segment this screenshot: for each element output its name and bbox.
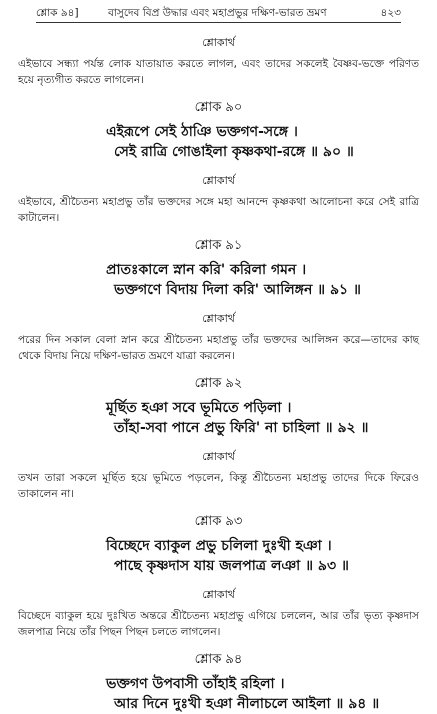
running-header: [18, 0, 419, 24]
section-verse-92: [18, 374, 419, 502]
verse-line: এইরূপে সেই ঠাঞি ভক্তগণ-সঙ্গে ।: [106, 124, 298, 140]
section-verse-94: [18, 650, 419, 714]
section-verse-91: [18, 236, 419, 364]
header-verse-range: শ্লোক ৯৪]: [36, 7, 79, 19]
section-translation-89: [18, 34, 419, 88]
translation-text: এইভাবে, শ্রীচৈতন্য মহাপ্রভু তাঁর ভক্তদের সঙ্গে মহা আনন্দে কৃষ্ণকথা আলোচনা করে সেই রাত্রি কাটালেন।: [18, 196, 419, 224]
verse-line: প্রাতঃকালে স্নান করি' করিলা গমন ।: [106, 262, 307, 278]
verse-line: বিচ্ছেদে ব্যাকুল প্রভু চলিলা দুঃখী হঞা ।: [106, 538, 332, 554]
translation-heading: শ্লোকার্থ: [202, 174, 235, 187]
page-number: ৪২৩: [380, 7, 401, 19]
section-verse-90: [18, 98, 419, 226]
verse-line: সেই রাত্রি গোঙাইলা কৃষ্ণকথা-রঙ্গে ॥ ৯০ ॥: [114, 144, 354, 160]
translation-heading: শ্লোকার্থ: [202, 312, 235, 325]
verse-line: আর দিনে দুঃখী হঞা নীলাচলে আইলা ॥ ৯৪ ॥: [114, 696, 380, 712]
translation-text: এইভাবে সন্ধ্যা পর্যন্ত লোক যাতায়াত করতে লাগল, এবং তাদের সকলেই বৈষ্ণব-ভক্তে পরিণত হয়ে নৃত্যগীত করতে লাগলেন।: [18, 58, 419, 86]
verse-number: শ্লোক ৯৩: [194, 514, 243, 529]
translation-heading: শ্লোকার্থ: [202, 450, 235, 463]
header-chapter-title: বাসুদেব বিপ্র উদ্ধার এবং মহাপ্রভুর দক্ষিণ-ভারত ভ্রমণ: [108, 7, 327, 19]
verse-number: শ্লোক ৯২: [194, 376, 243, 391]
translation-text: বিচ্ছেদে ব্যাকুল হয়ে দুঃখিত অন্তরে শ্রীচৈতন্য মহাপ্রভু এগিয়ে চললেন, আর তাঁর ভৃত্য কৃষ্ণদাস জলপাত্র নিয়ে তাঁর পিছন পিছন চলতে লাগলেন।: [18, 610, 419, 638]
verse-number: শ্লোক ৯০: [194, 100, 243, 115]
verse-line: মূর্ছিত হঞা সবে ভূমিতে পড়িলা ।: [106, 400, 292, 416]
header-rule: [36, 22, 401, 23]
verse-line: তাঁহা-সবা পানে প্রভু ফিরি' না চাহিলা ॥ ৯২ ॥: [114, 420, 369, 436]
verse-line: ভক্তগণ উপবাসী তাঁহাই রহিলা ।: [106, 676, 285, 692]
translation-text: পরের দিন সকাল বেলা স্নান করে শ্রীচৈতন্য মহাপ্রভু তাঁর ভক্তদের আলিঙ্গন করে—তাদের কাছ থেকে বিদায় নিয়ে দক্ষিণ-ভারত ভ্রমণে যাত্রা করলেন।: [18, 334, 419, 362]
section-verse-93: [18, 512, 419, 640]
verse-line: ভক্তগণে বিদায় দিলা করি' আলিঙ্গন ॥ ৯১ ॥: [114, 282, 361, 298]
translation-heading: শ্লোকার্থ: [202, 588, 235, 601]
verse-line: পাছে কৃষ্ণদাস যায় জলপাত্র লঞা ॥ ৯৩ ॥: [114, 558, 349, 574]
translation-heading: শ্লোকার্থ: [202, 36, 235, 49]
translation-text: তখন তারা সকলে মূর্ছিত হয়ে ভূমিতে পড়লেন, কিন্তু শ্রীচৈতন্য মহাপ্রভু তাদের দিকে ফিরেও তাকালেন না।: [18, 472, 419, 500]
verse-number: শ্লোক ৯১: [194, 238, 243, 253]
verse-number: শ্লোক ৯৪: [194, 652, 243, 667]
